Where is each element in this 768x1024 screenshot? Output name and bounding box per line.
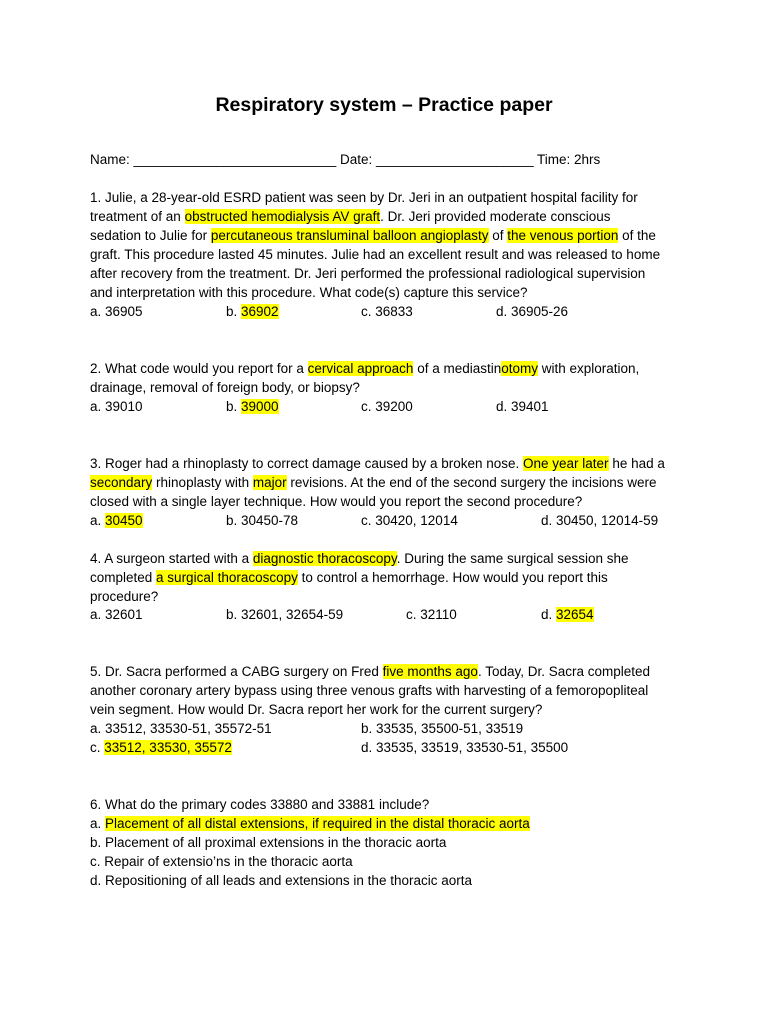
q3-text: he had a (608, 456, 665, 471)
q1-text: . Dr. Jeri provided moderate conscious (380, 209, 611, 224)
q1-text: of (488, 228, 508, 243)
question-5-line-1 (90, 662, 650, 681)
option-b (226, 397, 279, 416)
question-1-line-1: 1. Julie, a 28-year-old ESRD patient was seen by Dr. Jeri in an outpatient hospital facility for (90, 190, 638, 205)
option-b: b. 30450-78 (226, 513, 299, 528)
option-d: d. 39401 (496, 399, 549, 414)
correct-answer-highlight: Placement of all distal extensions, if required in the distal thoracic aorta (105, 816, 530, 831)
option-a: a. 32601 (90, 607, 143, 622)
question-2-options (90, 397, 690, 416)
q1-highlight-venous: the venous portion (507, 228, 619, 243)
option-c: c. 32110 (406, 607, 457, 622)
q4-highlight-surgical: a surgical thoracoscopy (156, 570, 298, 585)
q1-text: treatment of an (90, 209, 185, 224)
q4-text: completed (90, 570, 157, 585)
q3-highlight-secondary: secondary (90, 475, 153, 490)
question-4-options (90, 605, 690, 624)
question-3-line-3: closed with a single layer technique. How would you report the second procedure? (90, 494, 583, 509)
question-1-line-2 (90, 207, 611, 226)
option-prefix: c. (90, 740, 105, 755)
question-6-line-1: 6. What do the primary codes 33880 and 33881 include? (90, 797, 430, 812)
option-d: d. 30450, 12014-59 (541, 513, 659, 528)
question-2-line-1 (90, 359, 639, 378)
q2-text: with exploration, (538, 361, 640, 376)
option-d: d. 33535, 33519, 33530-51, 35500 (361, 740, 569, 755)
q1-highlight-graft: obstructed hemodialysis AV graft (184, 209, 381, 224)
q3-highlight-one-year: One year later (523, 456, 609, 471)
q5-highlight-five-months: five months ago (382, 664, 478, 679)
option-a: a. 33512, 33530-51, 35572-51 (90, 721, 272, 736)
question-4-line-2 (90, 568, 608, 587)
option-a: a. 36905 (90, 304, 143, 319)
question-3-options (90, 511, 690, 530)
option-c: c. 39200 (361, 399, 413, 414)
option-c: c. Repair of extensio’ns in the thoracic aorta (90, 854, 353, 869)
option-a (90, 511, 143, 530)
header-fields (90, 150, 690, 169)
option-prefix: b. (226, 304, 242, 319)
question-1-line-6: and interpretation with this procedure. What code(s) capture this service? (90, 285, 528, 300)
q5-text: . Today, Dr. Sacra completed (477, 664, 651, 679)
q3-text: revisions. At the end of the second surgery the incisions were (286, 475, 657, 490)
option-prefix: b. (226, 399, 242, 414)
question-1-line-3 (90, 226, 656, 245)
q1-text: of the (618, 228, 656, 243)
option-c: c. 30420, 12014 (361, 513, 458, 528)
question-5-line-2: another coronary artery bypass using three venous grafts with harvesting of a femoropopliteal (90, 683, 649, 698)
option-b (226, 302, 279, 321)
correct-answer-highlight: 30450 (105, 513, 143, 528)
question-3-line-1 (90, 454, 665, 473)
option-d: d. 36905-26 (496, 304, 569, 319)
question-1-options (90, 302, 690, 321)
correct-answer-highlight: 36902 (241, 304, 279, 319)
option-a: a. 39010 (90, 399, 143, 414)
question-5-options-row-2 (90, 738, 690, 757)
option-prefix: a. (90, 816, 106, 831)
question-3-line-2 (90, 473, 657, 492)
name-field: Name: ___________________________ (90, 152, 337, 167)
q3-highlight-major: major (252, 475, 287, 490)
question-5-line-3: vein segment. How would Dr. Sacra report her work for the current surgery? (90, 702, 543, 717)
option-d: d. Repositioning of all leads and extensions in the thoracic aorta (90, 873, 472, 888)
q2-highlight-otomy: otomy (501, 361, 538, 376)
option-prefix: a. (90, 513, 106, 528)
time-field: Time: 2hrs (537, 152, 601, 167)
q1-text: sedation to Julie for (90, 228, 211, 243)
q2-text: 2. What code would you report for a (90, 361, 308, 376)
date-field: Date: _____________________ (340, 152, 534, 167)
q3-text: 3. Roger had a rhinoplasty to correct damage caused by a broken nose. (90, 456, 524, 471)
question-4-line-3: procedure? (90, 589, 159, 604)
q5-text: 5. Dr. Sacra performed a CABG surgery on Fred (90, 664, 383, 679)
q4-text: to control a hemorrhage. How would you report this (297, 570, 608, 585)
q4-text: 4. A surgeon started with a (90, 551, 253, 566)
q2-text: of a mediastin (413, 361, 502, 376)
question-1-line-5: after recovery from the treatment. Dr. Jeri performed the professional radiological supervision (90, 266, 646, 281)
q4-highlight-diagnostic: diagnostic thoracoscopy (252, 551, 397, 566)
option-prefix: d. (541, 607, 557, 622)
question-1-line-4: graft. This procedure lasted 45 minutes. Julie had an excellent result and was released to home (90, 247, 661, 262)
q3-text: rhinoplasty with (152, 475, 253, 490)
q2-highlight-cervical: cervical approach (307, 361, 414, 376)
option-d (541, 605, 594, 624)
question-2-line-2: drainage, removal of foreign body, or biopsy? (90, 380, 360, 395)
page-title: Respiratory system – Practice paper (215, 94, 553, 116)
correct-answer-highlight: 33512, 33530, 35572 (104, 740, 232, 755)
question-5-options-row-1 (90, 719, 690, 738)
option-c (90, 738, 232, 757)
option-a (90, 814, 530, 833)
question-4-line-1 (90, 549, 629, 568)
option-b: b. 33535, 35500-51, 33519 (361, 721, 524, 736)
option-b: b. Placement of all proximal extensions in the thoracic aorta (90, 835, 447, 850)
correct-answer-highlight: 39000 (241, 399, 279, 414)
option-b: b. 32601, 32654-59 (226, 607, 344, 622)
q4-text: . During the same surgical session she (396, 551, 629, 566)
q1-highlight-angioplasty: percutaneous transluminal balloon angioplasty (210, 228, 489, 243)
correct-answer-highlight: 32654 (556, 607, 594, 622)
option-c: c. 36833 (361, 304, 413, 319)
